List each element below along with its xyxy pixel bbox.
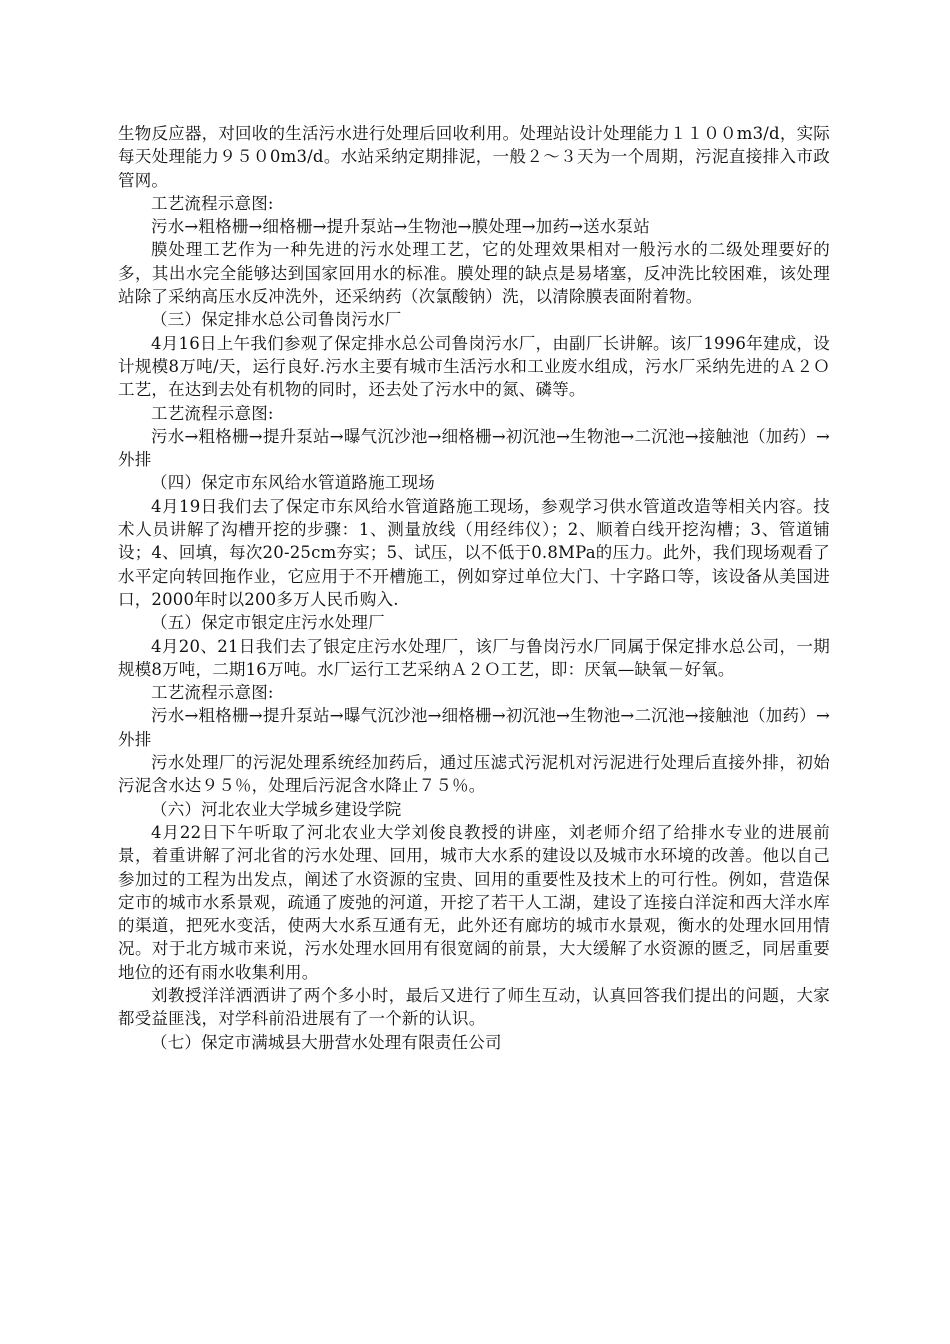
document-body (118, 122, 830, 1054)
process-diagram-label: 工艺流程示意图: (151, 403, 274, 423)
section-heading-6: （六）河北农业大学城乡建设学院 (151, 799, 402, 819)
paragraph-sludge: 污水处理厂的污泥处理系统经加药后，通过压滤式污泥机对污泥进行处理后直接外排，初始污泥含水达９５％，处理后污泥含水降止７５％。 (118, 753, 830, 796)
paragraph-yindingzhuang: 4月20、21日我们去了银定庄污水处理厂，该厂与鲁岗污水厂同属于保定排水总公司，一期规模8万吨，二期16万吨。水厂运行工艺采纳Ａ２Ｏ工艺，即：厌氧—缺氧－好氧。 (118, 636, 830, 679)
section-heading-7: （七）保定市满城县大册营水处理有限责任公司 (151, 1032, 502, 1052)
section-heading-4: （四）保定市东风给水管道路施工现场 (151, 473, 435, 493)
section-heading-3: （三）保定排水总公司鲁岗污水厂 (151, 310, 402, 330)
paragraph-lecture-summary: 刘教授洋洋洒洒讲了两个多小时，最后又进行了师生互动，认真回答我们提出的问题，大家都受益匪浅，对学科前沿进展有了一个新的认识。 (118, 985, 830, 1029)
process-flow: 污水→粗格栅→提升泵站→曝气沉沙池→细格栅→初沉池→生物池→二沉池→接触池（加药）→外排 (118, 426, 830, 470)
process-flow: 污水→粗格栅→细格栅→提升泵站→生物池→膜处理→加药→送水泵站 (151, 217, 650, 237)
section-heading-5: （五）保定市银定庄污水处理厂 (151, 613, 385, 633)
process-flow: 污水→粗格栅→提升泵站→曝气沉沙池→细格栅→初沉池→生物池→二沉池→接触池（加药）→外排 (118, 706, 830, 749)
paragraph-dongfeng: 4月19日我们去了保定市东风给水管道路施工现场，参观学习供水管道改造等相关内容。技术人员讲解了沟槽开挖的步骤：1、测量放线（用经纬仪）；2、顺着白线开挖沟槽；3、管道铺设；4、回填，每次20-25cm夯实；5、试压，以不低于0.8MPa的压力。此外，我们现场观看了水平定向转回拖作业，它应用于不开槽施工，例如穿过单位大门、十字路口等，该设备从美国进口，2000年时以200多万人民币购入. (118, 496, 830, 609)
process-diagram-label: 工艺流程示意图: (151, 683, 274, 703)
paragraph-membrane: 膜处理工艺作为一种先进的污水处理工艺，它的处理效果相对一般污水的二级处理要好的多，其出水完全能够达到国家回用水的标准。膜处理的缺点是易堵塞，反冲洗比较困难，该处理站除了采纳高压水反冲洗外，还采纳药（次氯酸钠）洗，以清除膜表面附着物。 (118, 240, 830, 307)
process-diagram-label: 工艺流程示意图: (151, 193, 274, 213)
paragraph-lecture: 4月22日下午听取了河北农业大学刘俊良教授的讲座，刘老师介绍了给排水专业的进展前景，着重讲解了河北省的污水处理、回用，城市大水系的建设以及城市水环境的改善。他以自己参加过的工程为出发点，阐述了水资源的宝贵、回用的重要性及技术上的可行性。例如，营造保定市的城市水系景观，疏通了废弛的河道，开挖了若干人工湖，建设了连接白洋淀和西大洋水库的渠道，把死水变活，使两大水系互通有无，此外还有廊坊的城市水景观，衡水的处理水回用情况。对于北方城市来说，污水处理水回用有很宽阔的前景，大大缓解了水资源的匮乏，同居重要地位的还有雨水收集利用。 (118, 822, 830, 982)
paragraph-intro: 生物反应器，对回收的生活污水进行处理后回收利用。处理站设计处理能力１１００m3/d，实际每天处理能力９５０0m3/d。水站采纳定期排泥，一般２～３天为一个周期，污泥直接排入市政管网。 (118, 124, 830, 190)
paragraph-lugang: 4月16日上午我们参观了保定排水总公司鲁岗污水厂，由副厂长讲解。该厂1996年建成，设计规模8万吨/天，运行良好.污水主要有城市生活污水和工业废水组成，污水厂采纳先进的Ａ２Ｏ工艺，在达到去处有机物的同时，还去处了污水中的氮、磷等。 (118, 333, 830, 400)
